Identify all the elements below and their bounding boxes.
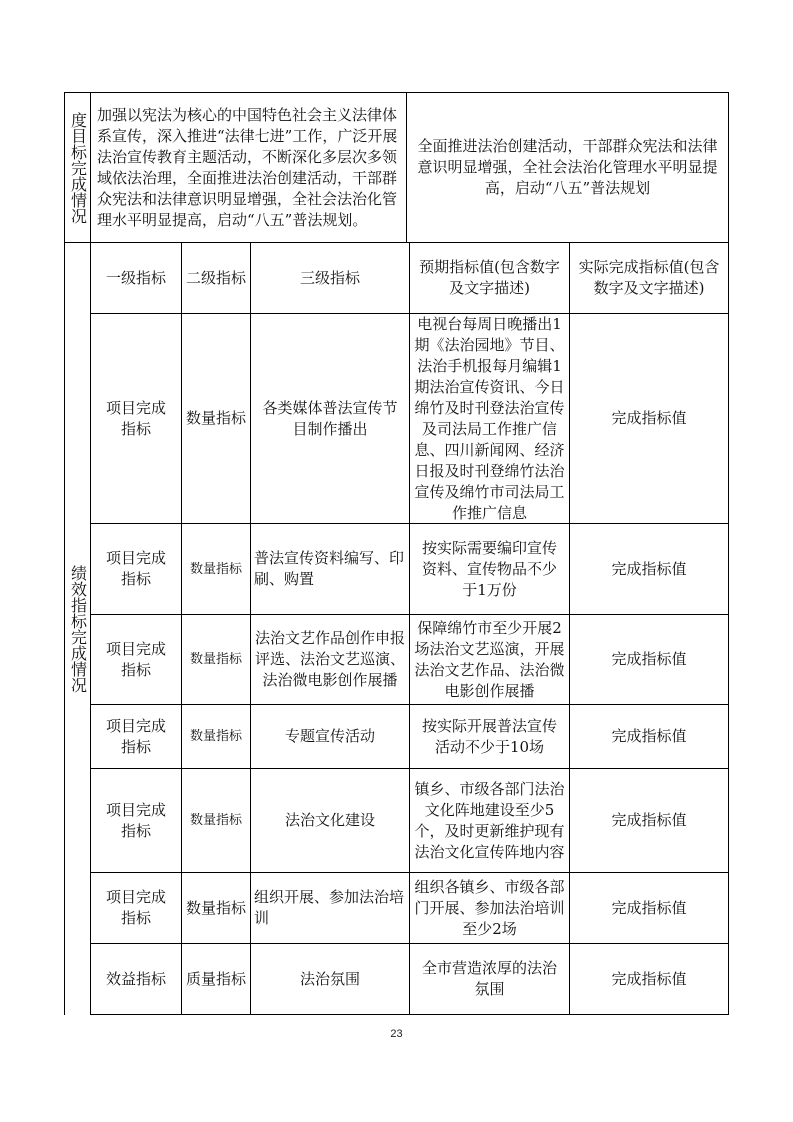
header-actual: 实际完成指标值(包含数字及文字描述) — [578, 258, 720, 297]
row1-level1: 项目完成指标 — [105, 398, 166, 438]
row1-actual: 完成指标值 — [611, 409, 687, 427]
row4-actual: 完成指标值 — [611, 727, 687, 745]
row2-expected: 按实际需要编印宣传资料、宣传物品不少于1万份 — [421, 538, 557, 599]
row6-level2: 数量指标 — [185, 898, 246, 917]
row4-expected: 按实际开展普法宣传活动不少于10场 — [421, 716, 557, 756]
row2-level3: 普法宣传资料编写、印刷、购置 — [254, 549, 405, 588]
row5-actual: 完成指标值 — [611, 811, 687, 829]
row3-level2: 数量指标 — [189, 652, 242, 667]
header-expected: 预期指标值(包含数字及文字描述) — [419, 258, 560, 297]
row2-level1: 项目完成指标 — [105, 549, 166, 588]
row5-level2: 数量指标 — [189, 813, 242, 828]
row2-level2: 数量指标 — [189, 561, 242, 577]
row4-level1: 项目完成指标 — [105, 716, 166, 756]
row1-level3: 各类媒体普法宣传节目制作播出 — [262, 398, 398, 438]
row3-expected: 保障绵竹市至少开展2场法治文艺巡演，开展法治文艺作品、法治微电影创作展播 — [414, 618, 565, 700]
header-level2: 二级指标 — [185, 268, 246, 287]
row1-expected: 电视台每周日晚播出1期《法治园地》节目、法治手机报每月编辑1期法治宣传资讯、今日绵竹及时刊登法治宣传及司法局工作推广信息、四川新闻网、经济日报及时刊登绵竹法治宣传及绵竹市司法局工作推广信息 — [414, 314, 565, 522]
header-level1: 一级指标 — [105, 268, 166, 287]
row4-level3: 专题宣传活动 — [284, 727, 375, 745]
row7-expected: 全市营造浓厚的法治氛围 — [422, 959, 558, 998]
row4-level2: 数量指标 — [189, 729, 242, 744]
header-level3: 三级指标 — [299, 268, 360, 287]
row6-level1: 项目完成指标 — [105, 888, 166, 927]
row5-level1: 项目完成指标 — [105, 800, 166, 840]
row6-level3: 组织开展、参加法治培训 — [254, 888, 405, 927]
row1-level2: 数量指标 — [185, 409, 246, 427]
border-right — [728, 92, 729, 1015]
row3-actual: 完成指标值 — [611, 650, 687, 668]
row3-level1: 项目完成指标 — [105, 639, 166, 679]
performance-section-label: 绩效指标完成情况 — [68, 564, 88, 693]
annual-goal-label: 度目标完成情况 — [68, 111, 88, 224]
annual-goal-planned: 加强以宪法为核心的中国特色社会主义法律体系宣传，深入推进“法律七进”工作，广泛开展法治宣传教育主题活动，不断深化多层次多领域依法治理，全面推进法治创建活动，干部群众宪法和法律意识明显增强，全社会法治化管理水平明显提高，启动“八五”普法规划。 — [97, 105, 398, 229]
row7-level1: 效益指标 — [105, 969, 166, 988]
page-number: 23 — [390, 1028, 403, 1040]
row7-actual: 完成指标值 — [611, 969, 687, 988]
row3-level3: 法治文艺作品创作申报评选、法治文艺巡演、法治微电影创作展播 — [254, 629, 405, 689]
row7-level3: 法治氛围 — [299, 969, 360, 988]
row7-level2: 质量指标 — [185, 969, 246, 988]
row2-actual: 完成指标值 — [611, 559, 687, 578]
row6-actual: 完成指标值 — [611, 898, 687, 917]
row5-expected: 镇乡、市级各部门法治文化阵地建设至少5个，及时更新维护现有法治文化宣传阵地内容 — [414, 779, 565, 861]
row5-level3: 法治文化建设 — [284, 811, 375, 829]
row6-expected: 组织各镇乡、市级各部门开展、参加法治培训至少2场 — [414, 877, 565, 938]
annual-goal-actual: 全面推进法治创建活动，干部群众宪法和法律意识明显增强，全社会法治化管理水平明显提高，启动“八五”普法规划 — [417, 137, 718, 197]
